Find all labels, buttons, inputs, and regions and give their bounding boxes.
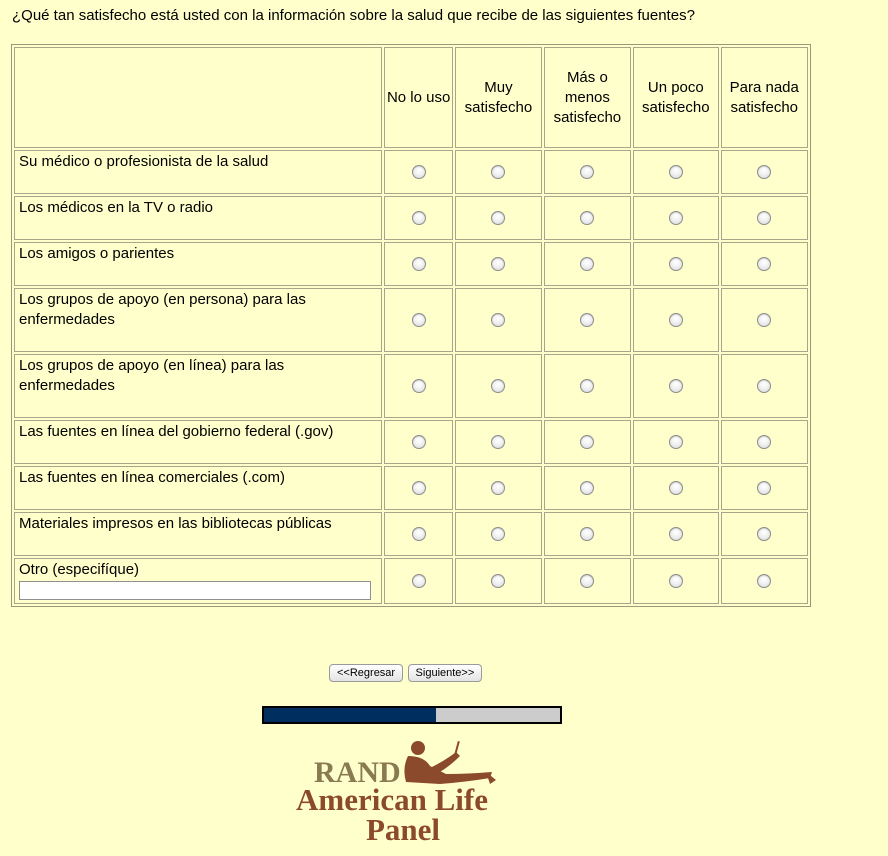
radio-cell — [633, 150, 718, 194]
radio-para-nada-satisfecho[interactable] — [757, 574, 771, 588]
radio-cell — [633, 420, 718, 464]
radio-cell — [721, 512, 809, 556]
other-specify-input[interactable] — [19, 581, 371, 600]
radio-para-nada-satisfecho[interactable] — [757, 313, 771, 327]
row-label: Los grupos de apoyo (en persona) para las enfermedades — [14, 288, 382, 352]
radio-para-nada-satisfecho[interactable] — [757, 257, 771, 271]
radio-no-lo-uso[interactable] — [412, 481, 426, 495]
table-row — [14, 466, 808, 510]
radio-cell — [384, 150, 453, 194]
radio-no-lo-uso[interactable] — [412, 574, 426, 588]
radio-no-lo-uso[interactable] — [412, 435, 426, 449]
logo-rand-text: RAND — [314, 756, 401, 789]
navigation-buttons — [329, 664, 482, 682]
radio-mas-o-menos-satisfecho[interactable] — [580, 379, 594, 393]
radio-cell — [633, 558, 718, 604]
radio-cell — [544, 288, 631, 352]
radio-un-poco-satisfecho[interactable] — [669, 211, 683, 225]
row-label: Otro (especifíque) — [19, 561, 140, 578]
radio-mas-o-menos-satisfecho[interactable] — [580, 481, 594, 495]
radio-cell — [721, 242, 809, 286]
radio-muy-satisfecho[interactable] — [491, 211, 505, 225]
radio-cell — [633, 354, 718, 418]
radio-cell — [721, 150, 809, 194]
next-button[interactable]: Siguiente>> — [408, 664, 483, 682]
header-row — [14, 47, 808, 148]
table-row — [14, 512, 808, 556]
radio-cell — [455, 466, 541, 510]
row-label: Materiales impresos en las bibliotecas públicas — [14, 512, 382, 556]
radio-un-poco-satisfecho[interactable] — [669, 257, 683, 271]
radio-cell — [633, 466, 718, 510]
radio-mas-o-menos-satisfecho[interactable] — [580, 527, 594, 541]
radio-para-nada-satisfecho[interactable] — [757, 481, 771, 495]
back-button[interactable]: <<Regresar — [329, 664, 403, 682]
radio-mas-o-menos-satisfecho[interactable] — [580, 165, 594, 179]
column-header-muy-satisfecho: Muy satisfecho — [455, 47, 541, 148]
radio-mas-o-menos-satisfecho[interactable] — [580, 257, 594, 271]
row-label-other-cell — [14, 558, 382, 604]
radio-un-poco-satisfecho[interactable] — [669, 574, 683, 588]
logo-panel-text: Panel — [366, 812, 441, 847]
radio-cell — [455, 196, 541, 240]
radio-cell — [721, 558, 809, 604]
radio-cell — [544, 150, 631, 194]
radio-para-nada-satisfecho[interactable] — [757, 435, 771, 449]
radio-cell — [384, 354, 453, 418]
radio-para-nada-satisfecho[interactable] — [757, 211, 771, 225]
radio-no-lo-uso[interactable] — [412, 379, 426, 393]
radio-muy-satisfecho[interactable] — [491, 257, 505, 271]
radio-muy-satisfecho[interactable] — [491, 313, 505, 327]
row-label: Los amigos o parientes — [14, 242, 382, 286]
radio-cell — [384, 420, 453, 464]
radio-cell — [721, 466, 809, 510]
radio-un-poco-satisfecho[interactable] — [669, 481, 683, 495]
table-row — [14, 420, 808, 464]
radio-cell — [633, 512, 718, 556]
table-row — [14, 150, 808, 194]
row-label: Los grupos de apoyo (en línea) para las enfermedades — [14, 354, 382, 418]
radio-cell — [633, 196, 718, 240]
radio-para-nada-satisfecho[interactable] — [757, 165, 771, 179]
radio-cell — [384, 512, 453, 556]
radio-un-poco-satisfecho[interactable] — [669, 379, 683, 393]
row-label: Las fuentes en línea del gobierno federal (.gov) — [14, 420, 382, 464]
progress-bar — [262, 706, 562, 724]
radio-cell — [633, 242, 718, 286]
radio-cell — [544, 420, 631, 464]
radio-cell — [721, 288, 809, 352]
radio-muy-satisfecho[interactable] — [491, 574, 505, 588]
radio-cell — [544, 354, 631, 418]
radio-un-poco-satisfecho[interactable] — [669, 313, 683, 327]
table-row — [14, 196, 808, 240]
radio-cell — [721, 420, 809, 464]
radio-no-lo-uso[interactable] — [412, 527, 426, 541]
radio-mas-o-menos-satisfecho[interactable] — [580, 211, 594, 225]
radio-un-poco-satisfecho[interactable] — [669, 435, 683, 449]
radio-muy-satisfecho[interactable] — [491, 481, 505, 495]
satisfaction-grid — [11, 44, 811, 607]
radio-cell — [384, 288, 453, 352]
radio-cell — [721, 196, 809, 240]
radio-no-lo-uso[interactable] — [412, 211, 426, 225]
row-label: Su médico o profesionista de la salud — [14, 150, 382, 194]
radio-para-nada-satisfecho[interactable] — [757, 379, 771, 393]
table-row-other — [14, 558, 808, 604]
radio-cell — [384, 558, 453, 604]
row-label: Las fuentes en línea comerciales (.com) — [14, 466, 382, 510]
column-header-mas-o-menos-satisfecho: Más o menos satisfecho — [544, 47, 631, 148]
radio-no-lo-uso[interactable] — [412, 313, 426, 327]
radio-cell — [455, 558, 541, 604]
radio-muy-satisfecho[interactable] — [491, 527, 505, 541]
radio-cell — [455, 512, 541, 556]
radio-mas-o-menos-satisfecho[interactable] — [580, 435, 594, 449]
radio-cell — [455, 354, 541, 418]
header-empty-cell — [14, 47, 382, 148]
radio-muy-satisfecho[interactable] — [491, 379, 505, 393]
column-header-para-nada-satisfecho: Para nada satisfecho — [721, 47, 809, 148]
radio-cell — [544, 466, 631, 510]
radio-no-lo-uso[interactable] — [412, 257, 426, 271]
radio-mas-o-menos-satisfecho[interactable] — [580, 574, 594, 588]
column-header-un-poco-satisfecho: Un poco satisfecho — [633, 47, 718, 148]
radio-cell — [544, 512, 631, 556]
progress-bar-fill — [264, 708, 436, 722]
radio-cell — [384, 196, 453, 240]
rand-american-life-panel-logo — [290, 738, 530, 848]
radio-un-poco-satisfecho[interactable] — [669, 165, 683, 179]
reader-silhouette-icon — [404, 741, 496, 784]
radio-cell — [544, 558, 631, 604]
radio-para-nada-satisfecho[interactable] — [757, 527, 771, 541]
question-text: ¿Qué tan satisfecho está usted con la información sobre la salud que recibe de las siguientes fuentes? — [12, 7, 695, 24]
radio-cell — [721, 354, 809, 418]
radio-cell — [384, 242, 453, 286]
radio-cell — [633, 288, 718, 352]
radio-un-poco-satisfecho[interactable] — [669, 527, 683, 541]
radio-cell — [455, 150, 541, 194]
radio-cell — [455, 288, 541, 352]
radio-cell — [455, 420, 541, 464]
row-label: Los médicos en la TV o radio — [14, 196, 382, 240]
table-row — [14, 354, 808, 418]
radio-cell — [455, 242, 541, 286]
radio-no-lo-uso[interactable] — [412, 165, 426, 179]
radio-cell — [544, 242, 631, 286]
radio-muy-satisfecho[interactable] — [491, 435, 505, 449]
radio-mas-o-menos-satisfecho[interactable] — [580, 313, 594, 327]
table-row — [14, 242, 808, 286]
radio-muy-satisfecho[interactable] — [491, 165, 505, 179]
column-header-no-lo-uso: No lo uso — [384, 47, 453, 148]
table-row — [14, 288, 808, 352]
radio-cell — [384, 466, 453, 510]
radio-cell — [544, 196, 631, 240]
logo-american-life-text: American Life — [296, 782, 488, 817]
